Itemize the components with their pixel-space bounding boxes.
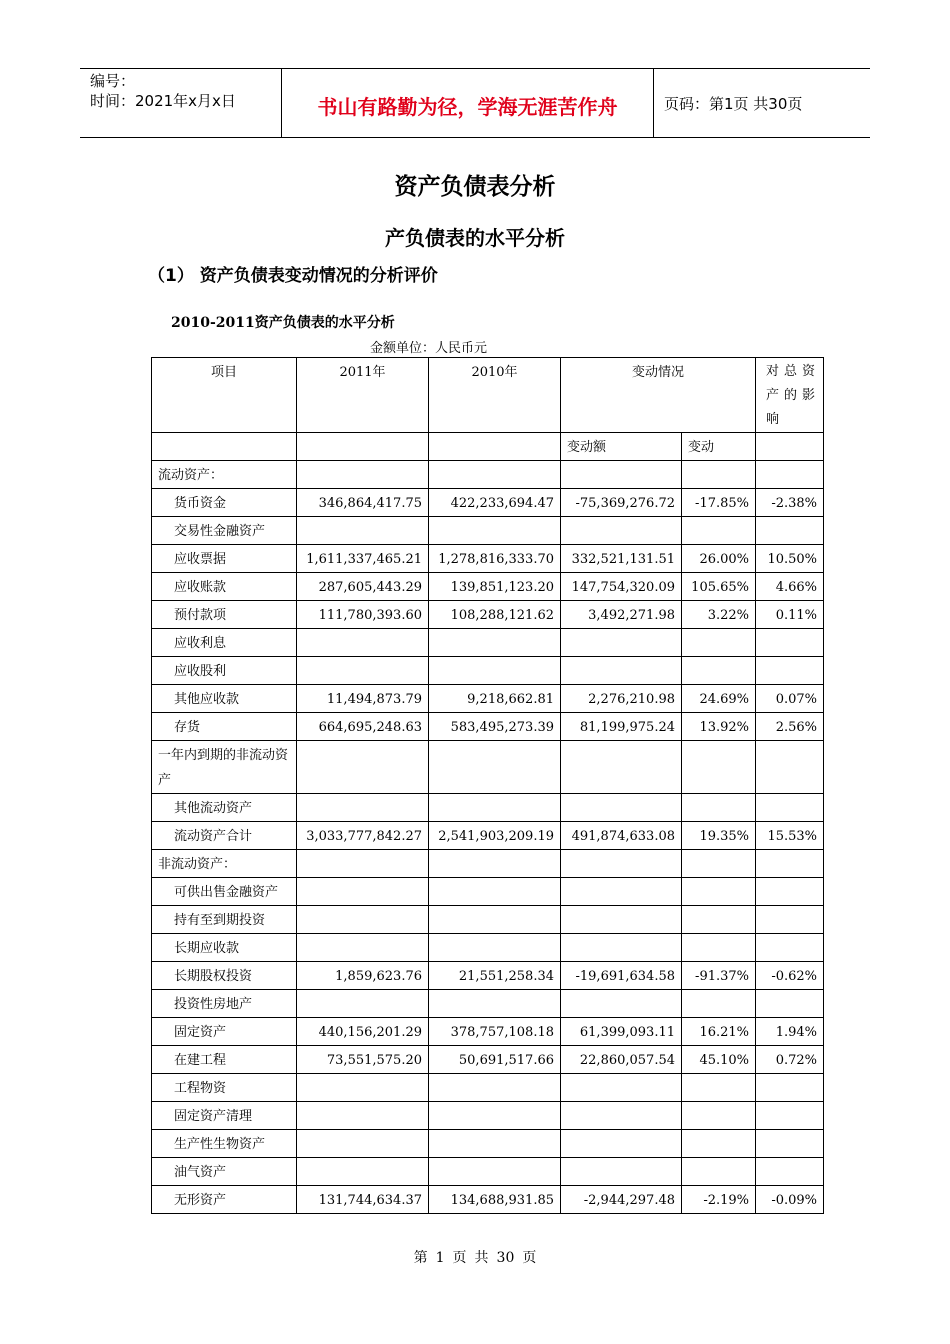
col-header-impact: 对总资产的影响 [756,358,824,433]
row-label: 一年内到期的非流动资产 [152,741,297,794]
value-2010 [429,1102,561,1130]
row-label: 可供出售金融资产 [152,878,297,906]
change-rate: 24.69% [682,685,756,713]
row-label: 其他应收款 [152,685,297,713]
row-label: 应收票据 [152,545,297,573]
row-label: 工程物资 [152,1074,297,1102]
col-header-2011: 2011年 [297,358,429,433]
document-title: 资产负债表分析 [394,174,556,200]
value-2011 [297,1130,429,1158]
change-amount [561,461,682,489]
value-2010 [429,878,561,906]
impact-on-total [756,850,824,878]
value-2011 [297,934,429,962]
table-row [152,1074,824,1102]
change-rate [682,1102,756,1130]
impact-on-total [756,1074,824,1102]
table-subheader-row [152,433,824,461]
change-amount: 61,399,093.11 [561,1018,682,1046]
table-row [152,850,824,878]
change-amount: -75,369,276.72 [561,489,682,517]
header-motto: 书山有路勤为径，学海无涯苦作舟 [282,69,654,137]
table-row [152,1102,824,1130]
change-amount [561,1158,682,1186]
table-row [152,517,824,545]
value-2011 [297,629,429,657]
impact-on-total [756,934,824,962]
row-label: 油气资产 [152,1158,297,1186]
header-page-info: 页码：第1页 共30页 [664,95,803,113]
header-meta [80,69,282,137]
impact-on-total [756,461,824,489]
value-2011: 1,859,623.76 [297,962,429,990]
table-caption: 2010-2011资产负债表的水平分析 [171,315,395,331]
value-2010: 2,541,903,209.19 [429,822,561,850]
change-rate [682,1074,756,1102]
impact-on-total: 10.50% [756,545,824,573]
row-label: 应收利息 [152,629,297,657]
change-amount [561,629,682,657]
impact-on-total: 1.94% [756,1018,824,1046]
col-header-change-amount: 变动额 [561,433,682,461]
row-label: 长期应收款 [152,934,297,962]
impact-on-total: 15.53% [756,822,824,850]
change-amount: 491,874,633.08 [561,822,682,850]
change-amount [561,990,682,1018]
value-2010 [429,741,561,794]
change-amount [561,906,682,934]
currency-unit-note: 金额单位：人民币元 [370,341,488,356]
row-label: 固定资产清理 [152,1102,297,1130]
table-row [152,461,824,489]
value-2011: 440,156,201.29 [297,1018,429,1046]
subheader-empty [152,433,297,461]
impact-on-total [756,1130,824,1158]
change-amount [561,657,682,685]
footer-page-number: 1 [435,1250,445,1266]
impact-on-total [756,1158,824,1186]
page-footer [0,1247,950,1267]
footer-total-word: 共 [474,1250,489,1266]
impact-on-total: -2.38% [756,489,824,517]
value-2010 [429,629,561,657]
row-label: 存货 [152,713,297,741]
impact-on-total: 0.72% [756,1046,824,1074]
table-row [152,990,824,1018]
row-label: 预付款项 [152,601,297,629]
value-2011 [297,990,429,1018]
col-header-2010: 2010年 [429,358,561,433]
value-2010: 378,757,108.18 [429,1018,561,1046]
subheader-empty [429,433,561,461]
impact-on-total [756,878,824,906]
table-row [152,934,824,962]
value-2011 [297,741,429,794]
impact-on-total [756,794,824,822]
row-label: 货币资金 [152,489,297,517]
row-label: 生产性生物资产 [152,1130,297,1158]
value-2010: 134,688,931.85 [429,1186,561,1214]
row-label: 投资性房地产 [152,990,297,1018]
value-2011: 73,551,575.20 [297,1046,429,1074]
change-rate [682,657,756,685]
table-row [152,1130,824,1158]
change-amount [561,850,682,878]
row-label: 应收账款 [152,573,297,601]
change-rate: -91.37% [682,962,756,990]
footer-page-unit: 页 [452,1250,467,1266]
change-amount: 3,492,271.98 [561,601,682,629]
row-label: 持有至到期投资 [152,906,297,934]
subheader-empty [756,433,824,461]
impact-on-total [756,629,824,657]
change-amount [561,1074,682,1102]
value-2011: 664,695,248.63 [297,713,429,741]
impact-on-total [756,906,824,934]
row-label: 应收股利 [152,657,297,685]
table-row [152,878,824,906]
value-2011 [297,1102,429,1130]
table-header-row [152,358,824,433]
row-label: 其他流动资产 [152,794,297,822]
table-row [152,629,824,657]
impact-on-total [756,990,824,1018]
change-amount: 332,521,131.51 [561,545,682,573]
row-label: 非流动资产： [152,850,297,878]
page-header [80,68,870,138]
change-amount: -19,691,634.58 [561,962,682,990]
value-2011 [297,657,429,685]
change-rate [682,906,756,934]
table-row [152,545,824,573]
table-row [152,1186,824,1214]
value-2011 [297,794,429,822]
col-header-item: 项目 [152,358,297,433]
value-2011: 1,611,337,465.21 [297,545,429,573]
value-2011 [297,1158,429,1186]
section-heading: （1） 资产负债表变动情况的分析评价 [148,266,438,286]
change-amount: 22,860,057.54 [561,1046,682,1074]
row-label: 流动资产合计 [152,822,297,850]
row-label: 长期股权投资 [152,962,297,990]
change-rate [682,878,756,906]
table-row [152,489,824,517]
table-row [152,962,824,990]
value-2010 [429,906,561,934]
change-rate [682,461,756,489]
change-rate: 26.00% [682,545,756,573]
change-rate: 19.35% [682,822,756,850]
impact-on-total: 0.07% [756,685,824,713]
value-2010 [429,850,561,878]
change-amount: -2,944,297.48 [561,1186,682,1214]
table-row [152,794,824,822]
row-label: 交易性金融资产 [152,517,297,545]
change-rate [682,629,756,657]
impact-on-total [756,657,824,685]
value-2010 [429,517,561,545]
value-2011 [297,461,429,489]
row-label: 无形资产 [152,1186,297,1214]
doc-date-label: 时间：2021年x月x日 [90,92,236,110]
col-header-change: 变动情况 [561,358,756,433]
value-2010 [429,1130,561,1158]
table-row [152,657,824,685]
value-2010: 583,495,273.39 [429,713,561,741]
change-rate: -2.19% [682,1186,756,1214]
value-2010 [429,794,561,822]
change-rate: 13.92% [682,713,756,741]
value-2010: 422,233,694.47 [429,489,561,517]
value-2010 [429,934,561,962]
value-2010: 50,691,517.66 [429,1046,561,1074]
value-2011 [297,1074,429,1102]
doc-number-label: 编号： [90,72,136,90]
table-row [152,1158,824,1186]
col-header-change-rate: 变动 [682,433,756,461]
change-rate: 45.10% [682,1046,756,1074]
change-rate: 16.21% [682,1018,756,1046]
table-row [152,601,824,629]
change-rate [682,741,756,794]
table-row [152,741,824,794]
table-row [152,906,824,934]
table-row [152,573,824,601]
value-2010 [429,461,561,489]
impact-on-total [756,1102,824,1130]
change-amount: 147,754,320.09 [561,573,682,601]
table-row [152,822,824,850]
value-2010 [429,1074,561,1102]
change-rate: 3.22% [682,601,756,629]
impact-on-total: 0.11% [756,601,824,629]
change-rate [682,1158,756,1186]
change-rate [682,517,756,545]
value-2011: 3,033,777,842.27 [297,822,429,850]
change-amount [561,1130,682,1158]
value-2010 [429,1158,561,1186]
change-rate [682,1130,756,1158]
change-amount [561,741,682,794]
footer-total-number: 30 [496,1250,515,1266]
change-rate: -17.85% [682,489,756,517]
table-row [152,713,824,741]
change-rate [682,794,756,822]
value-2010 [429,990,561,1018]
change-amount [561,517,682,545]
change-amount [561,934,682,962]
change-rate [682,934,756,962]
change-amount [561,1102,682,1130]
table-row [152,685,824,713]
impact-on-total: -0.09% [756,1186,824,1214]
change-rate: 105.65% [682,573,756,601]
table-row [152,1046,824,1074]
value-2011: 131,744,634.37 [297,1186,429,1214]
value-2011 [297,850,429,878]
row-label: 流动资产： [152,461,297,489]
value-2010: 9,218,662.81 [429,685,561,713]
impact-on-total: -0.62% [756,962,824,990]
change-amount: 2,276,210.98 [561,685,682,713]
footer-total-unit: 页 [522,1250,537,1266]
row-label: 固定资产 [152,1018,297,1046]
document-subtitle: 产负债表的水平分析 [385,226,565,250]
value-2011: 111,780,393.60 [297,601,429,629]
row-label: 在建工程 [152,1046,297,1074]
impact-on-total [756,741,824,794]
impact-on-total: 2.56% [756,713,824,741]
balance-sheet-table [151,357,824,1214]
footer-page-word: 第 [413,1250,428,1266]
value-2011: 287,605,443.29 [297,573,429,601]
value-2011 [297,517,429,545]
change-amount: 81,199,975.24 [561,713,682,741]
change-amount [561,794,682,822]
value-2011: 346,864,417.75 [297,489,429,517]
table-row [152,1018,824,1046]
change-rate [682,990,756,1018]
value-2010: 21,551,258.34 [429,962,561,990]
impact-on-total: 4.66% [756,573,824,601]
value-2011 [297,878,429,906]
value-2010: 1,278,816,333.70 [429,545,561,573]
impact-on-total [756,517,824,545]
value-2011: 11,494,873.79 [297,685,429,713]
value-2010 [429,657,561,685]
change-amount [561,878,682,906]
subheader-empty [297,433,429,461]
value-2010: 108,288,121.62 [429,601,561,629]
value-2010: 139,851,123.20 [429,573,561,601]
value-2011 [297,906,429,934]
change-rate [682,850,756,878]
